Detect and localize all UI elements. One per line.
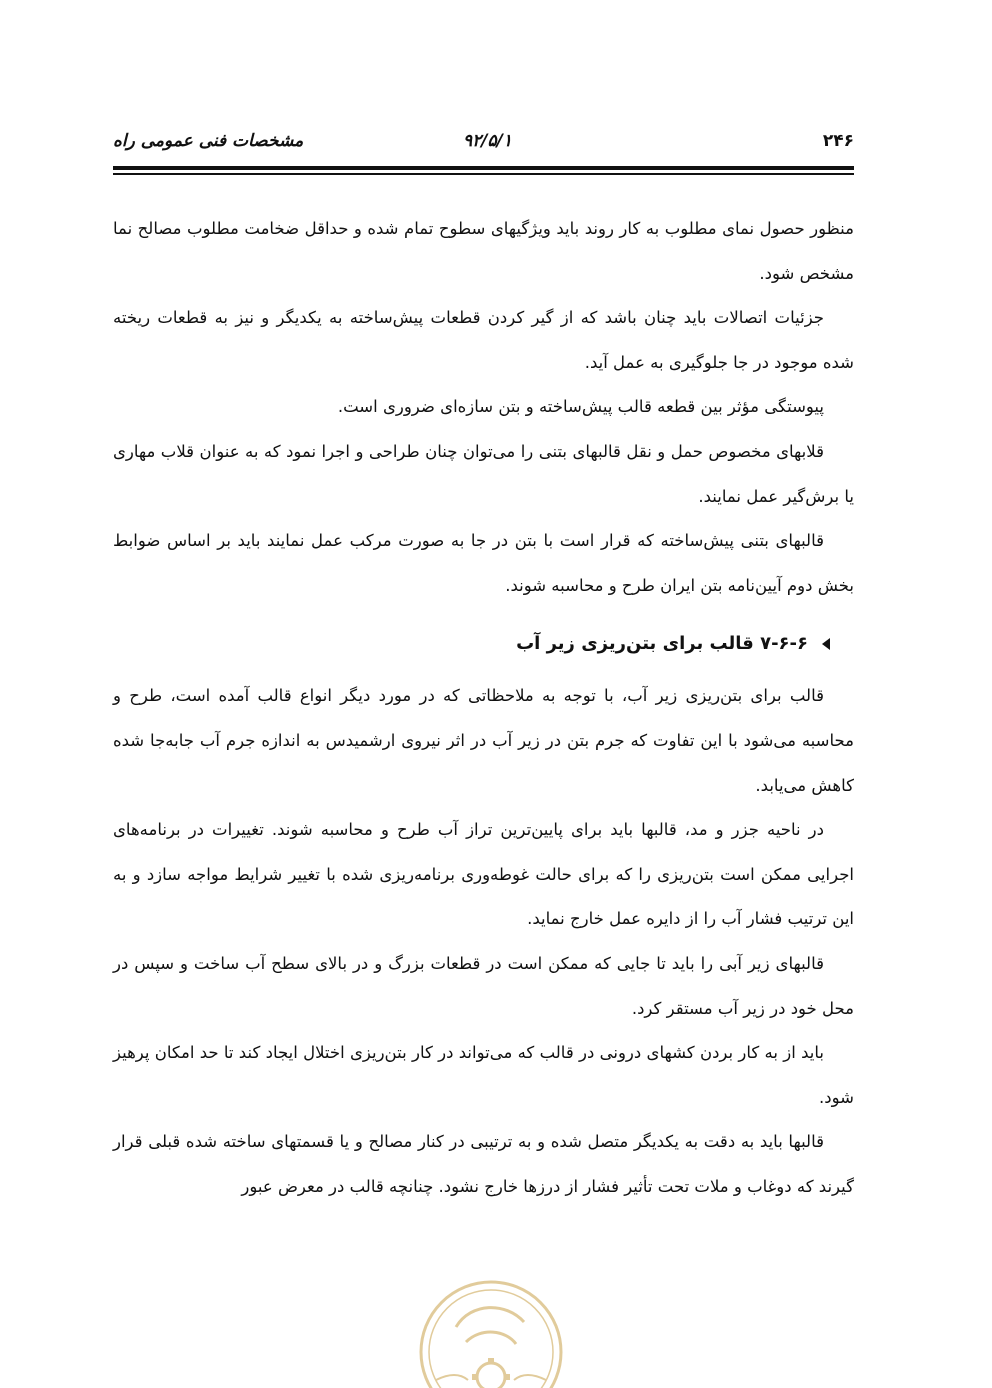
- watermark-seal-icon: [396, 1272, 586, 1388]
- page-number: ۲۴۶: [822, 131, 854, 151]
- triangle-bullet-icon: [822, 638, 830, 650]
- header-rule-thick: [113, 166, 854, 170]
- body-paragraph: قالب برای بتن‌ریزی زیر آب، با توجه به ملاحظاتی که در مورد دیگر انواع قالب آمده است، طرح و محاسبه می‌شود با این تفاوت که جرم بتن در زیر آب در اثر نیروی ارشمیدس به اندازه جرم آب جابه‌جا شده کاهش می‌یابد.: [113, 686, 854, 795]
- body-paragraph: باید از به کار بردن کشهای درونی در قالب که می‌تواند در کار بتن‌ریزی اختلال ایجاد کند تا حد امکان پرهیز شود.: [113, 1043, 854, 1107]
- body-paragraph: قلابهای مخصوص حمل و نقل قالبهای بتنی را می‌توان چنان طراحی و اجرا نمود که به عنوان قلاب مهاری یا برش‌گیر عمل نمایند.: [113, 441, 854, 506]
- page-body: [113, 207, 854, 1209]
- body-paragraph: پیوستگی مؤثر بین قطعه قالب پیش‌ساخته و بتن سازه‌ای ضروری است.: [337, 397, 824, 417]
- header-date: ۹۲/۵/۱: [463, 131, 512, 151]
- body-paragraph: جزئیات اتصالات باید چنان باشد که از گیر کردن قطعات پیش‌ساخته به یکدیگر و نیز به قطعات ریخته شده موجود در جا جلوگیری به عمل آید.: [113, 308, 854, 372]
- watermark-logo: [396, 1272, 586, 1388]
- section-heading: [113, 622, 854, 666]
- body-paragraph: قالبهای بتنی پیش‌ساخته که قرار است با بتن در جا به صورت مرکب عمل نمایند باید بر اساس ضوابط بخش دوم آیین‌نامه بتن ایران طرح و محاسبه شوند.: [113, 531, 854, 595]
- page-header: [113, 128, 854, 154]
- section-heading-text: ۷-۶-۶ قالب برای بتن‌ریزی زیر آب: [516, 633, 808, 655]
- body-paragraph-continued: منظور حصول نمای مطلوب به کار روند باید ویژگیهای سطوح تمام شده و حداقل ضخامت مطلوب مصالح نما مشخص شود.: [113, 219, 854, 283]
- header-rule-thin: [113, 173, 854, 175]
- body-paragraph: قالبها باید به دقت به یکدیگر متصل شده و به ترتیبی در کنار مصالح و یا قسمتهای ساخته شده قبلی قرار گیرند که دوغاب و ملات تحت تأثیر فشار از درزها خارج نشود. چنانچه قالب در معرض عبور: [113, 1132, 854, 1196]
- header-title: مشخصات فنی عمومی راه: [113, 131, 304, 151]
- body-paragraph: در ناحیه جزر و مد، قالبها باید برای پایین‌ترین تراز آب طرح و محاسبه شوند. تغییرات در برنامه‌های اجرایی ممکن است بتن‌ریزی را که برای حالت غوطه‌وری برنامه‌ریزی شده با تغییر شرایط مواجه سازد و به این ترتیب فشار آب را از دایره عمل خارج نماید.: [113, 820, 854, 929]
- body-paragraph: قالبهای زیر آبی را باید تا جایی که ممکن است در قطعات بزرگ و در بالای سطح آب ساخت و سپس در محل خود در زیر آب مستقر کرد.: [113, 953, 854, 1018]
